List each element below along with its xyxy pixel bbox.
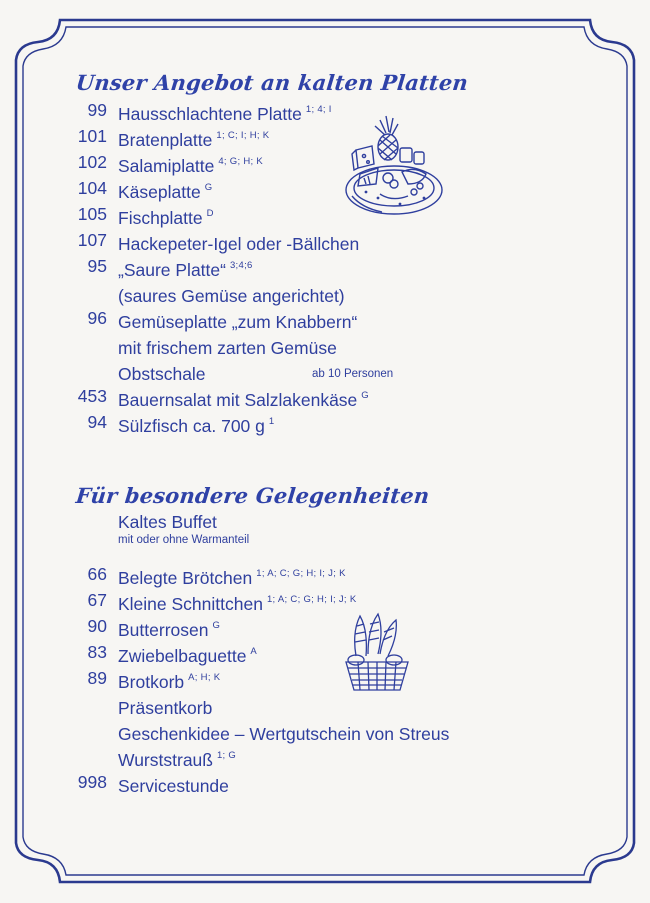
item-name-wrap	[118, 770, 233, 798]
item-name: Servicestunde	[118, 776, 229, 796]
allergen-codes: 4; G; H; K	[218, 156, 264, 167]
item-number: 96	[87, 308, 107, 328]
allergen-codes: A	[250, 646, 258, 657]
item-name-wrap	[118, 306, 361, 334]
item-name: mit frischem zarten Gemüse	[118, 338, 337, 358]
item-number: 94	[87, 412, 107, 432]
allergen-codes: 1; C; I; H; K	[216, 130, 270, 141]
item-name-wrap	[118, 124, 269, 152]
item-name-wrap	[118, 176, 212, 204]
item-name: Salamiplatte	[118, 156, 215, 176]
item-name: Hausschlachtene Platte	[118, 104, 302, 124]
item-name: Präsentkorb	[118, 698, 213, 718]
item-name-wrap	[118, 254, 253, 282]
item-name-wrap	[118, 744, 236, 772]
item-name-wrap	[118, 718, 453, 746]
item-name: Sülzfisch ca. 700 g	[118, 416, 265, 436]
item-name: (saures Gemüse angerichtet)	[118, 286, 345, 306]
item-name: Butterrosen	[118, 620, 209, 640]
item-number: 453	[77, 386, 107, 406]
allergen-codes: G	[204, 182, 213, 193]
buffet-note: mit oder ohne Warmanteil	[118, 534, 250, 546]
bread-basket-illustration	[342, 612, 412, 692]
item-name: Brotkorb	[118, 672, 185, 692]
item-name-wrap	[118, 332, 341, 360]
item-name-wrap	[118, 150, 263, 178]
item-number: 90	[87, 616, 107, 636]
item-name: Fischplatte	[118, 208, 203, 228]
item-number: 83	[87, 642, 107, 662]
section-heading-cold-platters: Unser Angebot an kalten Platten	[74, 70, 470, 95]
item-number: 102	[77, 152, 107, 172]
item-number: 104	[77, 178, 107, 198]
item-name-wrap	[118, 614, 220, 642]
item-name-wrap	[118, 358, 210, 386]
item-name-wrap	[118, 692, 216, 720]
item-name-wrap	[118, 666, 220, 694]
item-name-wrap	[118, 202, 214, 230]
item-name: Käseplatte	[118, 182, 201, 202]
item-name-wrap	[118, 280, 349, 308]
allergen-codes: 1; G	[216, 750, 237, 761]
item-name: Hackepeter-Igel oder -Bällchen	[118, 234, 360, 254]
item-name: „Saure Platte“	[118, 260, 226, 280]
item-name-wrap	[118, 228, 363, 256]
item-number: 105	[77, 204, 107, 224]
allergen-codes: 1	[268, 416, 275, 427]
allergen-codes: 1; A; C; G; H; I; J; K	[266, 594, 357, 605]
item-name: Kleine Schnittchen	[118, 594, 263, 614]
item-number: 107	[77, 230, 107, 250]
item-name: Wurststrauß	[118, 750, 213, 770]
item-name: Bauernsalat mit Salzlakenkäse	[118, 390, 358, 410]
item-name-wrap	[118, 98, 332, 126]
item-name-wrap	[118, 410, 274, 438]
item-name-wrap	[118, 640, 257, 668]
cold-platter-illustration	[342, 112, 447, 220]
item-name-wrap	[118, 562, 346, 590]
allergen-codes: 1; 4; I	[305, 104, 332, 115]
allergen-codes: 1; A; C; G; H; I; J; K	[256, 568, 346, 579]
item-name-wrap	[118, 588, 356, 616]
item-name: Geschenkidee – Wertgutschein von Streus	[118, 724, 450, 744]
item-name: Gemüseplatte „zum Knabbern“	[118, 312, 358, 332]
item-name: Zwiebelbaguette	[118, 646, 247, 666]
item-number: 89	[87, 668, 107, 688]
allergen-codes: 3;4;6	[229, 260, 253, 271]
item-number: 99	[87, 100, 107, 120]
item-number: 66	[87, 564, 107, 584]
allergen-codes: G	[212, 620, 221, 631]
buffet-title: Kaltes Buffet	[118, 512, 217, 532]
obstschale-note: ab 10 Personen	[312, 368, 394, 380]
item-name: Belegte Brötchen	[118, 568, 253, 588]
section-heading-special-occasions: Für besondere Gelegenheiten	[74, 483, 431, 508]
item-number: 67	[87, 590, 107, 610]
item-number: 101	[77, 126, 107, 146]
item-name: Obstschale	[118, 364, 206, 384]
allergen-codes: A; H; K	[188, 672, 221, 683]
item-number: 998	[77, 772, 107, 792]
allergen-codes: G	[361, 390, 369, 401]
item-number: 95	[87, 256, 107, 276]
item-name: Bratenplatte	[118, 130, 213, 150]
item-name-wrap	[118, 384, 369, 412]
allergen-codes: D	[206, 208, 214, 219]
